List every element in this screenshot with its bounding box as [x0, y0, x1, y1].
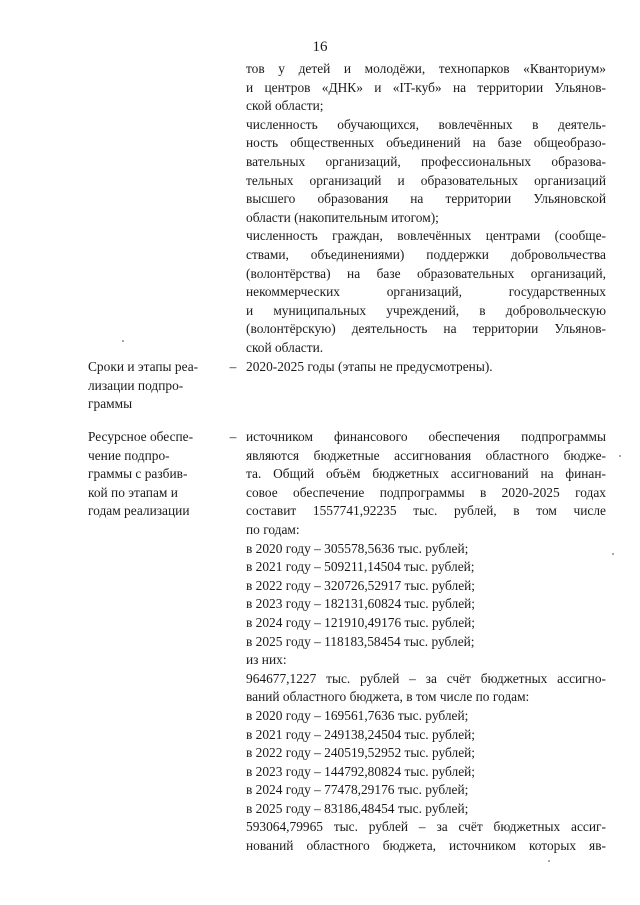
resources-line: нований областного бюджета, источником которых яв- [246, 838, 606, 854]
resources-line: в 2023 году – 182131,60824 тыс. рублей; [246, 596, 476, 612]
terms-value [246, 358, 606, 377]
resources-line: в 2025 году – 118183,58454 тыс. рублей; [246, 633, 475, 649]
resources-line: совое обеспечение подпрограммы в 2020-2025 годах [246, 484, 606, 500]
continuation-line: области (накопительным итогом); [246, 209, 439, 225]
continuation-line: (волонтёрства) на базе образовательных организаций, [246, 265, 606, 281]
resources-text-block [246, 428, 606, 856]
continuation-line: (волонтёрскую) деятельность на территории Ульянов- [246, 321, 606, 337]
continuation-line: тов у детей и молодёжи, технопарков «Кванториум» [246, 61, 606, 76]
continuation-line: некоммерческих организаций, государственных [246, 284, 606, 300]
resources-line: та. Общий объём бюджетных ассигнований на финан- [246, 466, 606, 482]
section-label-line: лизации подпро- [88, 377, 184, 393]
continuation-line: и центров «ДНК» и «IT-куб» на территории Ульянов- [246, 79, 606, 95]
resources-line: в 2023 году – 144792,80824 тыс. рублей; [246, 763, 476, 779]
section-label-line: чение подпро- [88, 447, 170, 463]
section-label-line: Сроки и этапы реа- [88, 359, 199, 374]
continuation-line: ствами, объединениями) поддержки добровольчества [246, 246, 606, 262]
resources-line: в 2020 году – 305578,5636 тыс. рублей; [246, 540, 469, 556]
resources-line: в 2022 году – 320726,52917 тыс. рублей; [246, 577, 476, 593]
resources-line: составит 1557741,92235 тыс. рублей, в том числе [246, 503, 606, 519]
resources-line: 593064,79965 тыс. рублей – за счёт бюджетных ассиг- [246, 819, 606, 835]
section-label-line: годам реализации [88, 503, 190, 519]
resources-line: в 2020 году – 169561,7636 тыс. рублей; [246, 707, 469, 723]
resources-label [88, 428, 218, 521]
continuation-line: численность граждан, вовлечённых центрами (сообще- [246, 228, 606, 244]
resources-line: из них: [246, 652, 287, 668]
resources-line: являются бюджетные ассигнования областного бюдже- [246, 447, 606, 463]
continuation-line: и муниципальных учреждений, в добровольческую [246, 302, 606, 318]
resources-line: в 2024 году – 121910,49176 тыс. рублей; [246, 614, 476, 630]
section-label-line: граммы с разбив- [88, 466, 188, 482]
resources-line: в 2025 году – 83186,48454 тыс. рублей; [246, 800, 469, 816]
scan-speck [548, 860, 550, 862]
page-number: 16 [312, 39, 328, 55]
resources-line: ваний областного бюджета, в том числе по годам: [246, 689, 530, 705]
continuation-line: ской области. [246, 339, 324, 355]
terms-dash: – [229, 359, 237, 374]
resources-dash: – [229, 429, 237, 444]
resources-line: в 2021 году – 509211,14504 тыс. рублей; [246, 559, 475, 575]
continuation-text-block [246, 60, 606, 358]
section-label-line: кой по этапам и [88, 484, 178, 500]
section-label-line: граммы [88, 396, 133, 412]
resources-line: в 2021 году – 249138,24504 тыс. рублей; [246, 726, 476, 742]
continuation-line: высшего образования на территории Ульяновской [246, 191, 606, 207]
continuation-line: вательных организаций, профессиональных образова- [246, 153, 606, 169]
terms-label [88, 358, 218, 414]
scan-speck [619, 455, 621, 457]
resources-line: источником финансового обеспечения подпрограммы [246, 429, 606, 444]
resources-line: в 2024 году – 77478,29176 тыс. рублей; [246, 782, 469, 798]
scan-speck [122, 340, 124, 342]
resources-line: 964677,1227 тыс. рублей – за счёт бюджетных ассигно- [246, 670, 606, 686]
continuation-line: тельных организаций и образовательных организаций [246, 172, 606, 188]
resources-line: в 2022 году – 240519,52952 тыс. рублей; [246, 745, 476, 761]
continuation-line: численность обучающихся, вовлечённых в деятель- [246, 116, 606, 132]
section-label-line: Ресурсное обеспе- [88, 429, 194, 444]
continuation-line: ской области; [246, 98, 324, 114]
terms-value-text: 2020-2025 годы (этапы не предусмотрены). [246, 359, 493, 374]
resources-line: по годам: [246, 521, 300, 537]
continuation-line: ность общественных объединений на базе общеобразо- [246, 135, 606, 151]
scan-speck [612, 553, 614, 555]
